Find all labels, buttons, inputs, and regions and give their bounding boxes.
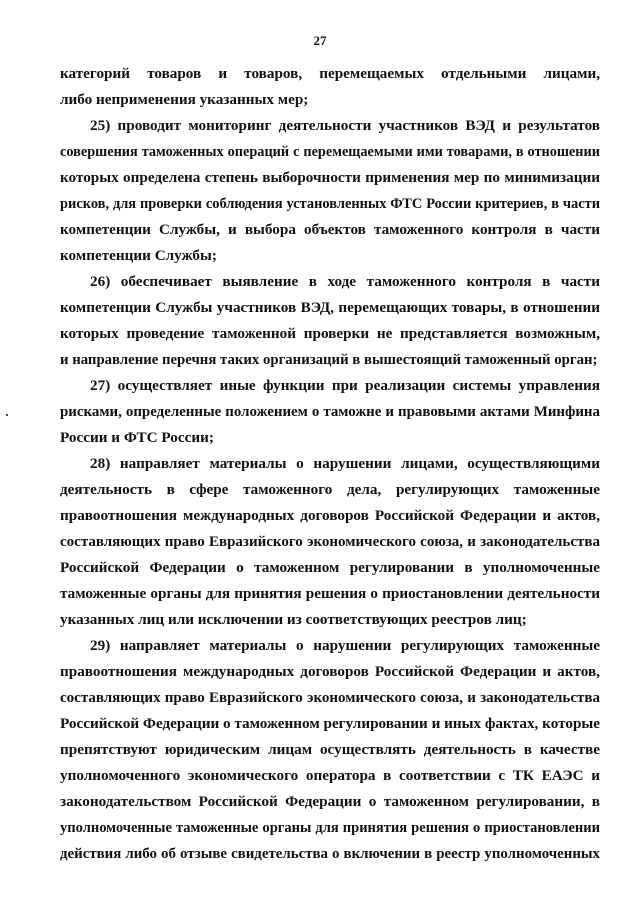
text-line: 25) проводит мониторинг деятельности участников ВЭД и результатов — [90, 117, 600, 134]
text-line: уполномоченные таможенные органы для принятия решения о приостановлении — [60, 820, 600, 836]
text-line: которых проведение таможенной проверки не представляется возможным, — [60, 325, 600, 342]
text-line: которых определена степень выборочности применения мер по минимизации — [60, 169, 600, 186]
text-line: составляющих право Евразийского экономического союза, и законодательства — [60, 690, 600, 706]
text-line: указанных лиц или исключении из соответствующих реестров лиц; — [60, 611, 527, 628]
text-line: правоотношения международных договоров Российской Федерации и актов, — [60, 663, 600, 680]
text-line: 29) направляет материалы о нарушении регулирующих таможенные — [90, 637, 600, 654]
text-line: деятельность в сфере таможенного дела, регулирующих таможенные — [60, 481, 600, 498]
text-line: компетенции Службы; — [60, 247, 217, 264]
text-line: категорий товаров и товаров, перемещаемых отдельными лицами, — [60, 65, 600, 82]
text-line: Российской Федерации о таможенном регулировании в уполномоченные — [60, 559, 600, 576]
text-line: России и ФТС России; — [60, 429, 214, 446]
text-line: рисками, определенные положением о таможне и правовыми актами Минфина — [60, 404, 600, 420]
body-text — [60, 61, 600, 867]
text-line: компетенции Службы, и выбора объектов таможенного контроля в части — [60, 221, 600, 238]
text-line: и направление перечня таких организаций в вышестоящий таможенный орган; — [60, 352, 598, 368]
text-line: таможенные органы для принятия решения о приостановлении деятельности — [60, 585, 600, 602]
text-line: действия либо об отзыве свидетельства о включении в реестр уполномоченных — [60, 846, 600, 862]
text-line: рисков, для проверки соблюдения установленных ФТС России критериев, в части — [60, 196, 600, 212]
text-line: совершения таможенных операций с перемещаемыми ими товарами, в отношении — [60, 144, 600, 160]
text-line: правоотношения международных договоров Российской Федерации и актов, — [60, 507, 600, 524]
text-line: Российской Федерации о таможенном регулировании и иных фактах, которые — [60, 715, 600, 732]
text-line: законодательством Российской Федерации о таможенном регулировании, в — [60, 793, 600, 810]
text-line: составляющих право Евразийского экономического союза, и законодательства — [60, 534, 600, 550]
text-line: компетенции Службы участников ВЭД, перемещающих товары, в отношении — [60, 299, 600, 316]
text-line: 28) направляет материалы о нарушении лицами, осуществляющими — [90, 455, 600, 472]
text-line: препятствуют юридическим лицам осуществлять деятельность в качестве — [60, 741, 600, 758]
page-number: 27 — [313, 33, 327, 48]
text-line: 26) обеспечивает выявление в ходе таможенного контроля в части — [90, 273, 600, 290]
text-line: либо неприменения указанных мер; — [60, 91, 309, 108]
text-line: 27) осуществляет иные функции при реализации системы управления — [90, 377, 600, 394]
scan-speck — [6, 414, 8, 416]
text-line: уполномоченного экономического оператора в соответствии с ТК ЕАЭС и — [60, 767, 600, 784]
